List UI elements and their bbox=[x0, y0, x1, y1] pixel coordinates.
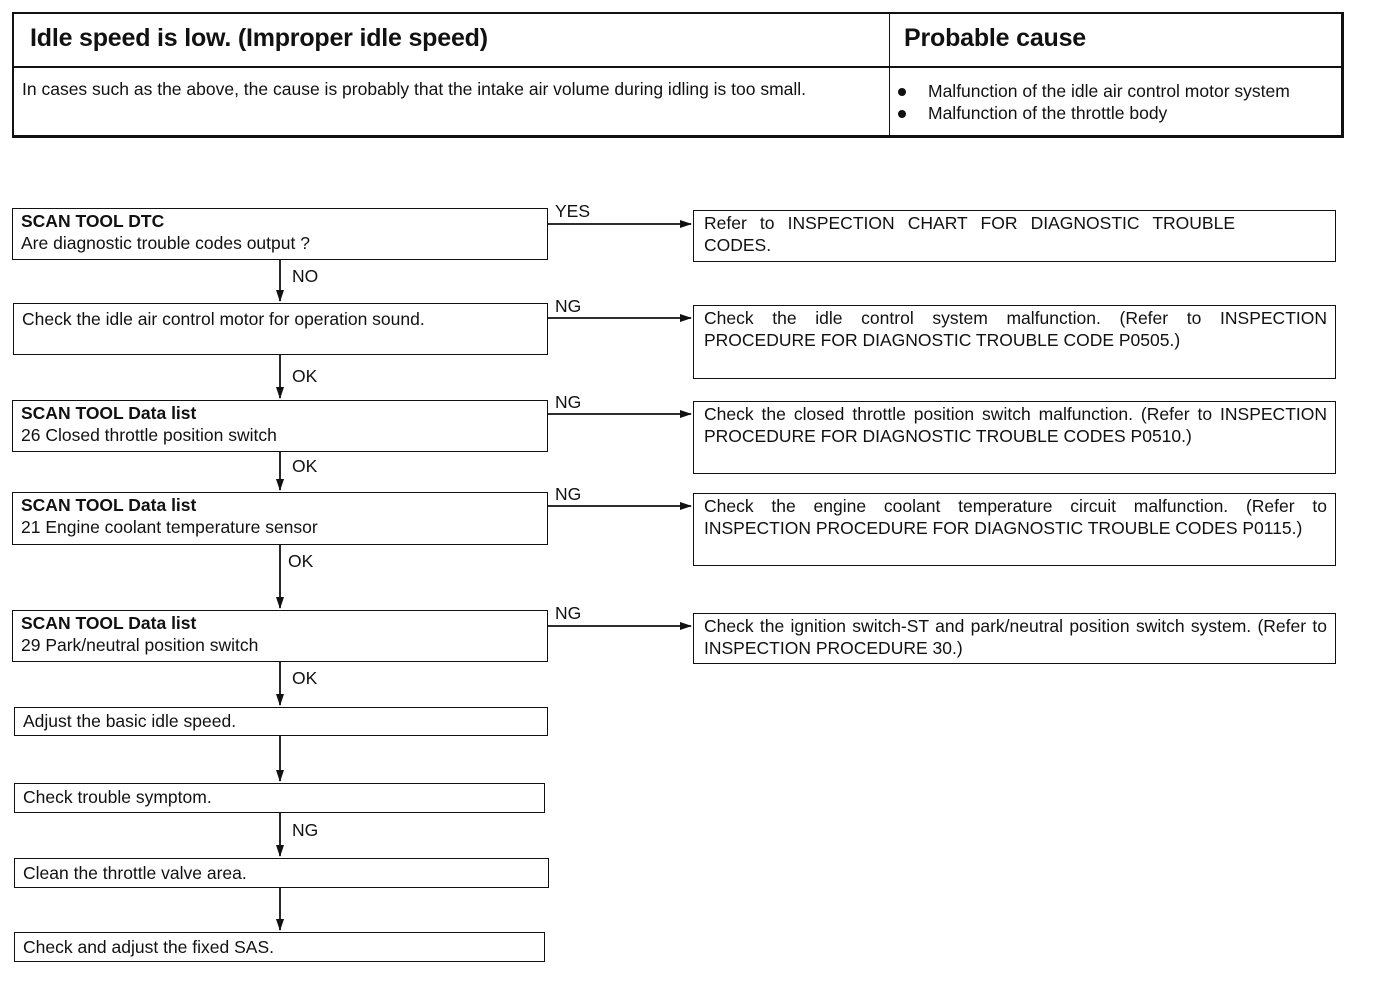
down-label-ok: OK bbox=[288, 551, 314, 571]
result-box-idle-control-system bbox=[693, 305, 1336, 379]
probable-cause-list bbox=[896, 80, 1290, 124]
symptom-description: In cases such as the above, the cause is probably that the intake air volume during idling is too small. bbox=[22, 79, 807, 99]
step-box-check-trouble-symptom bbox=[14, 783, 545, 813]
down-label-no: NO bbox=[292, 266, 319, 286]
step-text: Check and adjust the fixed SAS. bbox=[23, 937, 274, 957]
step-text: 21 Engine coolant temperature sensor bbox=[21, 517, 318, 537]
step-title: SCAN TOOL Data list bbox=[21, 403, 197, 423]
branch-label-ng: NG bbox=[555, 296, 582, 316]
step-text: 29 Park/neutral position switch bbox=[21, 635, 259, 655]
step-box-scan-tool-dtc bbox=[12, 208, 548, 260]
step-box-idle-air-motor-sound bbox=[13, 303, 548, 355]
step-title: SCAN TOOL Data list bbox=[21, 495, 197, 515]
result-text: Check the closed throttle position switch malfunction. (Refer to INSPECTION PROCEDURE FOR DIAGNOSTIC TROUBLE CODES P0510.) bbox=[704, 404, 1327, 446]
result-text: Refer to INSPECTION CHART FOR DIAGNOSTIC TROUBLE CODES. bbox=[704, 213, 1235, 255]
symptom-table bbox=[12, 12, 1344, 138]
probable-cause-item: Malfunction of the throttle body bbox=[896, 102, 1290, 124]
step-box-adjust-idle-speed bbox=[14, 707, 548, 736]
symptom-title: Idle speed is low. (Improper idle speed) bbox=[30, 24, 488, 52]
branch-label-ng: NG bbox=[555, 392, 582, 412]
step-text: Are diagnostic trouble codes output ? bbox=[21, 233, 310, 253]
result-box-closed-throttle-switch bbox=[693, 401, 1336, 474]
branch-label-yes: YES bbox=[555, 201, 591, 221]
down-label-ng: NG bbox=[292, 820, 319, 840]
down-label-ok: OK bbox=[292, 366, 318, 386]
branch-label-ng: NG bbox=[555, 484, 582, 504]
result-box-ignition-park-neutral bbox=[693, 613, 1336, 664]
down-label-ok: OK bbox=[292, 668, 318, 688]
step-text: Adjust the basic idle speed. bbox=[23, 711, 237, 731]
step-text: 26 Closed throttle position switch bbox=[21, 425, 277, 445]
step-text: Check the idle air control motor for operation sound. bbox=[22, 309, 425, 329]
result-box-coolant-temp-circuit bbox=[693, 493, 1336, 566]
step-box-coolant-temp-sensor bbox=[12, 492, 548, 545]
result-text: Check the idle control system malfunction. (Refer to INSPECTION PROCEDURE FOR DIAGNOSTIC TROUBLE CODE P0505.) bbox=[704, 308, 1327, 350]
probable-cause-heading: Probable cause bbox=[904, 24, 1087, 52]
step-box-park-neutral-switch bbox=[12, 610, 548, 662]
probable-cause-item: Malfunction of the idle air control motor system bbox=[896, 80, 1290, 102]
table-divider bbox=[889, 14, 890, 135]
step-text: Clean the throttle valve area. bbox=[23, 863, 247, 883]
step-box-clean-throttle-valve bbox=[14, 858, 549, 888]
result-text: Check the engine coolant temperature circuit malfunction. (Refer to INSPECTION PROCEDURE FOR DIAGNOSTIC TROUBLE CODES P0115.) bbox=[704, 496, 1327, 538]
result-text: Check the ignition switch-ST and park/neutral position switch system. (Refer to INSPECTION PROCEDURE 30.) bbox=[704, 616, 1327, 658]
step-title: SCAN TOOL DTC bbox=[21, 211, 165, 231]
result-box-dtc-chart bbox=[693, 210, 1336, 262]
step-title: SCAN TOOL Data list bbox=[21, 613, 197, 633]
step-box-adjust-fixed-sas bbox=[14, 932, 545, 962]
step-text: Check trouble symptom. bbox=[23, 787, 212, 807]
step-box-closed-throttle-switch bbox=[12, 400, 548, 452]
down-label-ok: OK bbox=[292, 456, 318, 476]
branch-label-ng: NG bbox=[555, 603, 582, 623]
